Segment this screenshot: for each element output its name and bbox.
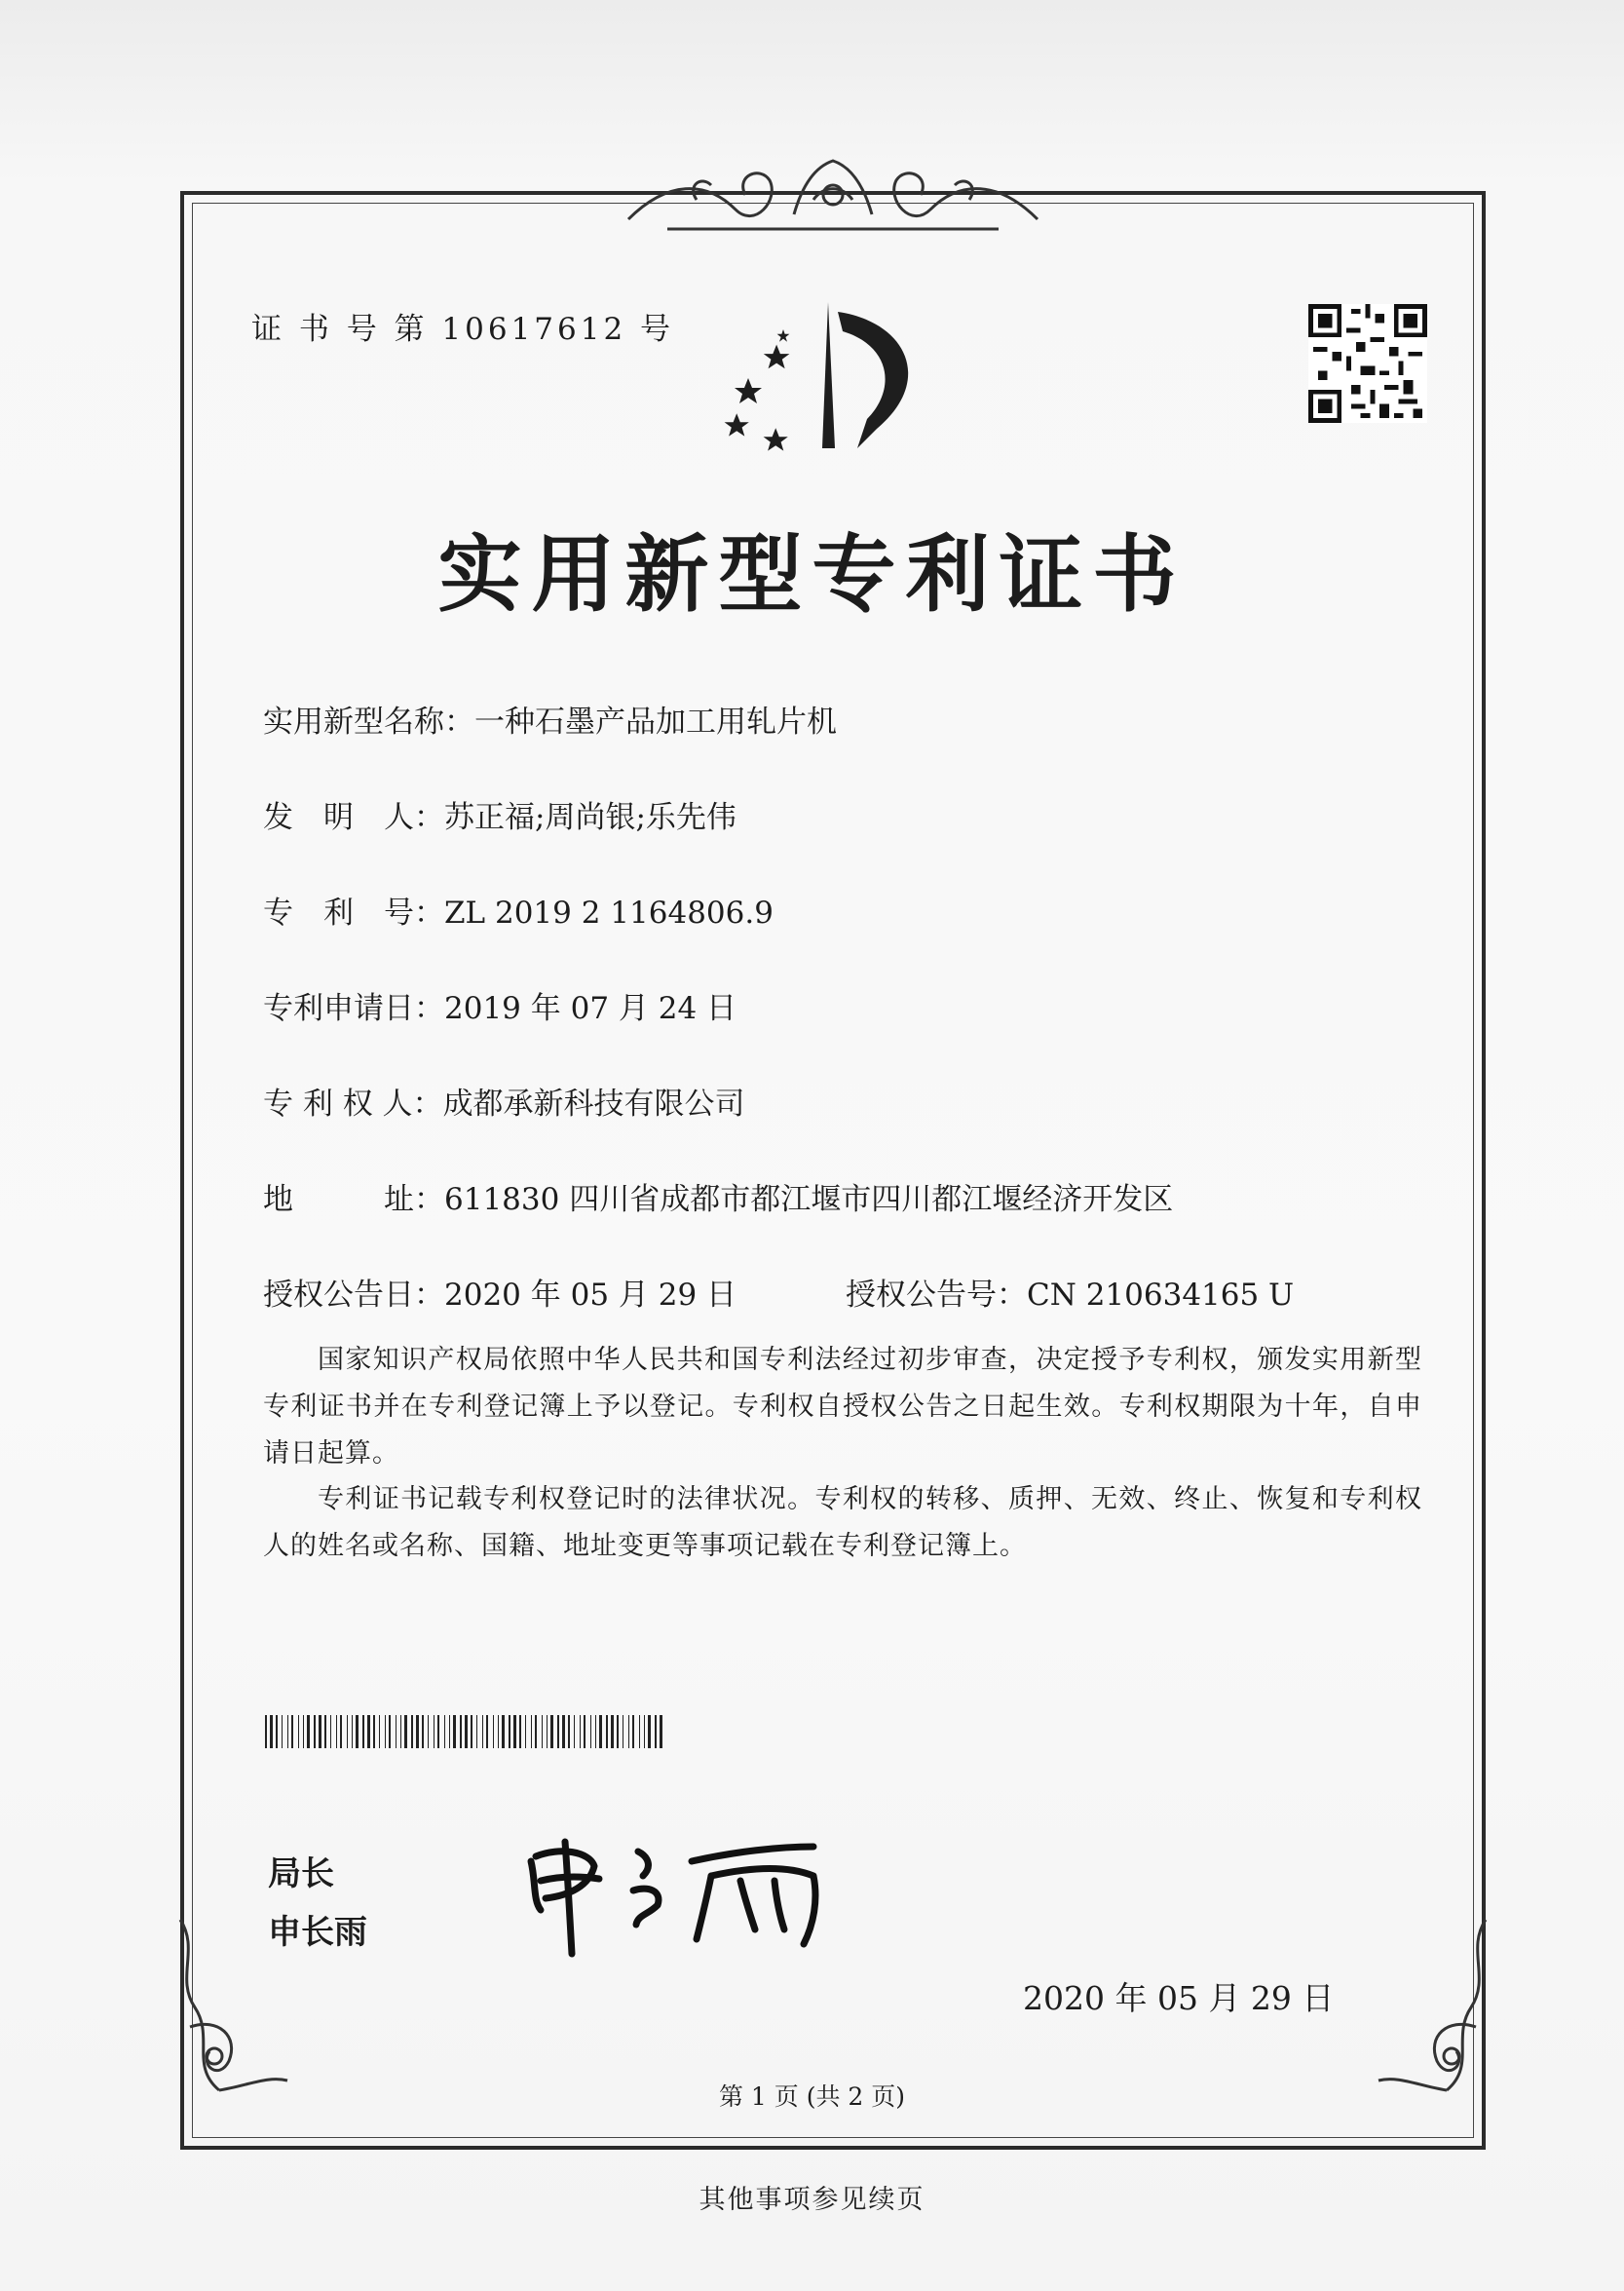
field-patent-number [263, 888, 774, 932]
field-grant-announcement-number [846, 1270, 1294, 1314]
field-utility-model-name [263, 697, 837, 741]
field-label: 授权公告号： [846, 1278, 1027, 1313]
field-value: 611830 四川省成都市都江堰市四川都江堰经济开发区 [444, 1182, 1174, 1217]
director-title: 局长 [268, 1854, 334, 1893]
certificate-number: 证 书 号 第 10617612 号 [251, 312, 675, 347]
field-inventor [263, 792, 736, 836]
field-label: 专利申请日： [263, 991, 444, 1026]
field-value: 苏正福;周尚银;乐先伟 [444, 800, 736, 835]
field-label: 专 利 权 人： [263, 1087, 443, 1122]
field-label: 发 明 人： [263, 800, 444, 835]
field-label: 授权公告日： [263, 1278, 444, 1313]
field-grant-announcement-date [263, 1270, 736, 1314]
footer-note: 其他事项参见续页 [699, 2185, 925, 2215]
signature-date: 2020 年 05 月 29 日 [1023, 1979, 1335, 2017]
top-ornament-icon [609, 141, 1057, 239]
legal-paragraph-2: 专利证书记载专利权登记时的法律状况。专利权的转移、质押、无效、终止、恢复和专利权人的姓名或名称、国籍、地址变更等事项记载在专利登记簿上。 [263, 1484, 1422, 1561]
field-label: 专 利 号： [263, 896, 444, 931]
certificate-title: 实用新型专利证书 [437, 525, 1187, 624]
field-value: 2019 年 07 月 24 日 [444, 991, 737, 1026]
field-label: 实用新型名称： [263, 705, 474, 740]
field-value: 一种石墨产品加工用轧片机 [474, 705, 837, 740]
director-name: 申长雨 [268, 1913, 367, 1952]
field-value: CN 210634165 U [1027, 1278, 1295, 1313]
field-label: 地 址： [263, 1182, 444, 1217]
barcode-icon [265, 1715, 664, 1748]
qr-code-icon [1308, 304, 1427, 423]
field-application-date [263, 983, 736, 1027]
corner-ornament-icon [1369, 1910, 1505, 2105]
director-signature-icon [521, 1822, 852, 1959]
field-value: ZL 2019 2 1164806.9 [444, 896, 774, 931]
legal-paragraph-1: 国家知识产权局依照中华人民共和国专利法经过初步审查，决定授予专利权，颁发实用新型专利证书并在专利登记簿上予以登记。专利权自授权公告之日起生效。专利权期限为十年，自申请日起算。 [263, 1345, 1422, 1469]
field-value: 成都承新科技有限公司 [442, 1087, 745, 1122]
patent-office-emblem-icon [721, 302, 955, 497]
field-value: 2020 年 05 月 29 日 [444, 1278, 737, 1313]
page-indicator: 第 1 页 (共 2 页) [718, 2082, 906, 2111]
field-patentee [263, 1079, 745, 1123]
field-address [263, 1174, 1173, 1218]
